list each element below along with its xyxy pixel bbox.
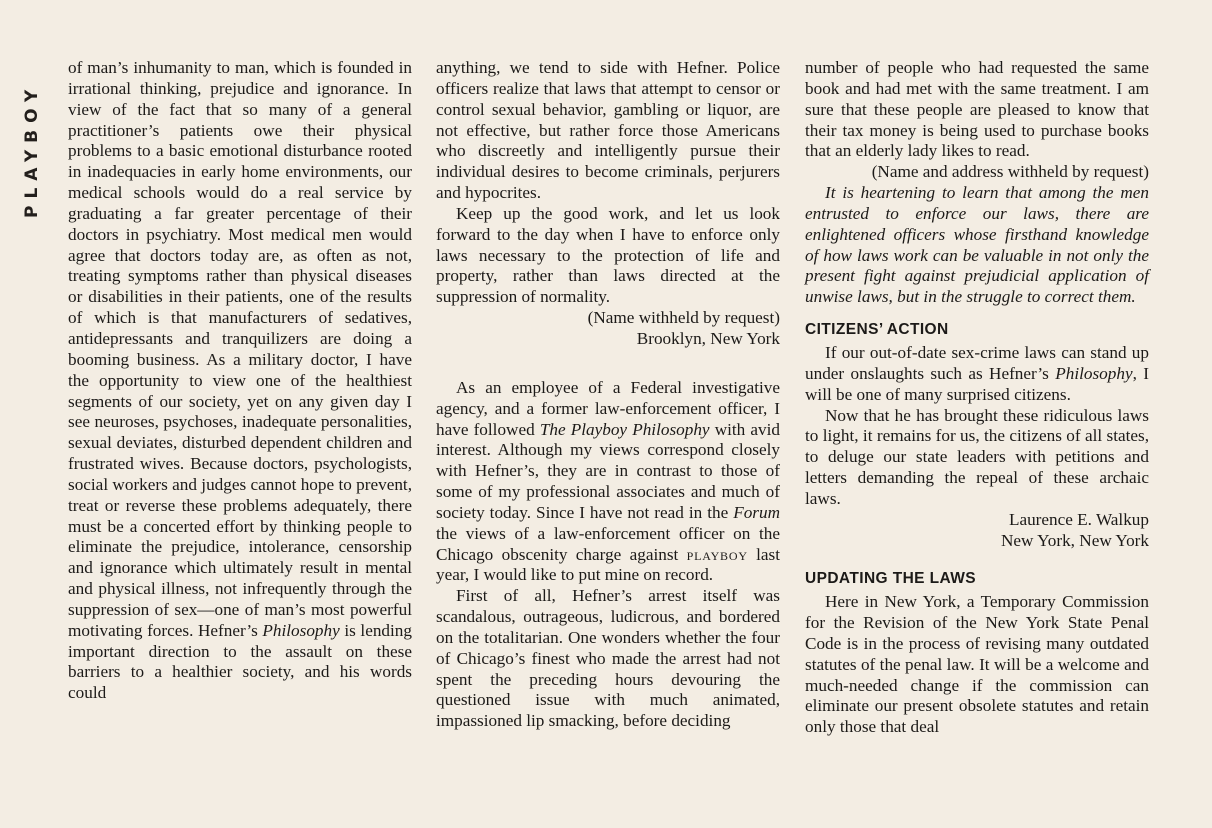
section-heading: UPDATING THE LAWS [805, 570, 976, 588]
letter-signature: Laurence E. Walkup [1008, 509, 1149, 529]
letter-paragraph: If our out-of-date sex-crime laws can stand up under onslaughts such as Hefner’s Philosophy, I will be one of many surprised citizens. [805, 342, 1149, 404]
column-right [805, 58, 1149, 738]
letter-paragraph: Now that he has brought these ridiculous laws to light, it remains for us, the citizens of all states, to deluge our state leaders with petitions and letters demanding the repeal of these archaic laws. [805, 405, 1149, 508]
section-heading: CITIZENS’ ACTION [805, 321, 949, 339]
letter-paragraph: anything, we tend to side with Hefner. Police officers realize that laws that attempt to censor or control sexual behavior, gambling or liquor, are not effective, but rather force those Americans who discreetly and intelligently pursue their individual desires to become criminals, perjurers and hypocrites. [436, 58, 780, 203]
letter-signature: (Name and address withheld by request) [871, 162, 1149, 182]
magazine-brand: PLAYBOY [22, 82, 42, 218]
letter-signature: (Name withheld by request) [587, 308, 780, 328]
letter-paragraph: Here in New York, a Temporary Commission for the Revision of the New York State Penal Code is in the process of revising many outdated statutes of the penal law. It will be a welcome and much-needed change if the commission can eliminate our present obsolete statutes and retain only those that deal [805, 592, 1149, 737]
editor-reply: It is heartening to learn that among the men entrusted to enforce our laws, there are enlightened officers whose firsthand knowledge of how laws work can be valuable in not only the present fight against prejudicial application of unwise laws, but in the struggle to correct them. [805, 183, 1149, 307]
letter-paragraph: First of all, Hefner’s arrest itself was scandalous, outrageous, ludicrous, and bordered on the totalitarian. One wonders whether the four of Chicago’s finest who made the arrest had not spent the preceding hours devouring the questioned issue with much animated, impassioned lip smacking, before deciding [436, 586, 780, 731]
letter-location: New York, New York [1000, 530, 1149, 550]
letter-body: of man’s inhumanity to man, which is founded in irrational thinking, prejudice and ignorance. In view of the fact that so many of a general practitioner’s patients owe their physical problems to a basic emotional disturbance rooted in inadequacies in early home environments, our medical schools would do a real service by graduating a far greater percentage of their doctors in psychiatry. Most medical men would agree that doctors today are, as often as not, treating symptoms rather than physical diseases or disabilities in their patients, one of the results of which is that manufacturers of sedatives, antidepressants and tranquilizers are doing a booming business. As a military doctor, I have the opportunity to view one of the healthiest segments of our society, yet on any given day I see neuroses, psychoses, inadequate personalities, sexual deviates, disturbed dependent children and frustrated wives. Because doctors, psychologists, social workers and judges cannot hope to prevent, treat or reverse these problems adequately, there must be a concerted effort by thinking people to eliminate the prejudice, intolerance, censorship and ignorance which ultimately result in mental and physical illness, not infrequently through the suppression of sex—one of man’s most powerful motivating forces. Hefner’s Philosophy is lending important direction to the assault on these barriers to a healthier society, and his words could [68, 58, 412, 703]
column-left [68, 58, 412, 704]
letter-paragraph: As an employee of a Federal investigative agency, and a former law-enforcement officer, I have followed The Playboy Philosophy with avid interest. Although my views correspond closely with Hefner’s, they are in contrast to those of some of my professional associates and much of society today. Since I have not read in the Forum the views of a law-enforcement officer on the Chicago obscenity charge against playboy last year, I would like to put mine on record. [436, 377, 780, 585]
column-middle [436, 58, 780, 732]
letter-paragraph: number of people who had requested the same book and had met with the same treatment. I am sure that these people are pleased to know that their tax money is being used to purchase books that an elderly lady likes to read. [805, 58, 1149, 161]
letter-paragraph: Keep up the good work, and let us look forward to the day when I have to enforce only laws necessary to the protection of life and property, rather than laws directed at the suppression of normality. [436, 203, 780, 307]
letter-location: Brooklyn, New York [636, 328, 780, 348]
page-margin [0, 0, 50, 828]
